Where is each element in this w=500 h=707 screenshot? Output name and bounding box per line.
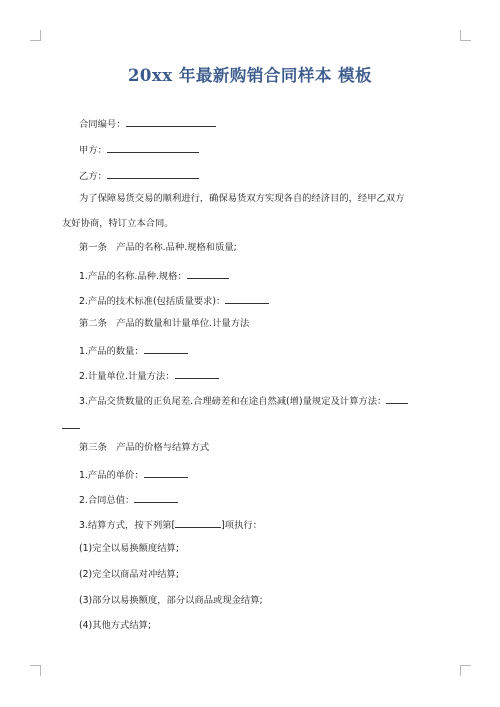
article-3-item-1-blank xyxy=(144,467,188,478)
document-title: 20xx 年最新购销合同样本 模板 xyxy=(127,66,373,85)
article-3-item-2-label: 2.合同总值： xyxy=(79,495,135,506)
article-3-item-2-blank xyxy=(134,492,178,503)
contract-number-blank xyxy=(126,116,216,127)
page-corner-mark-bottom-left xyxy=(30,665,41,676)
settlement-option-2: (2)完全以商品对冲结算; xyxy=(79,569,179,580)
article-2-item-1-label: 1.产品的数量： xyxy=(79,346,144,357)
article-1-heading: 第一条 产品的名称.品种.规格和质量; xyxy=(79,242,237,253)
article-3-item-3-blank xyxy=(175,517,221,528)
article-2-item-2-blank xyxy=(175,368,219,379)
article-2-item-2-label: 2.计量单位.计量方法： xyxy=(79,371,175,382)
article-2-item-3-label: 3.产品交货数量的正负尾差.合理磅差和在途自然减(增)量规定及计算方法： xyxy=(79,396,387,407)
intro-paragraph-line-2: 友好协商，特订立本合同。 xyxy=(62,218,174,229)
article-1-item-2-label: 2.产品的技术标准(包括质量要求)： xyxy=(79,296,226,307)
page-corner-mark-top-right xyxy=(460,30,471,41)
article-1-item-1-label: 1.产品的名称.品种.规格： xyxy=(79,271,187,282)
contract-number-line xyxy=(79,116,216,131)
contract-number-label: 合同编号： xyxy=(79,119,126,130)
party-b-line xyxy=(79,168,199,183)
article-1-item-2 xyxy=(79,293,269,308)
article-3-item-3 xyxy=(79,517,262,532)
party-a-label: 甲方： xyxy=(79,145,107,156)
article-3-item-1-label: 1.产品的单价： xyxy=(79,470,144,481)
settlement-option-3: (3)部分以易换额度，部分以商品或现金结算; xyxy=(79,595,263,606)
party-a-blank xyxy=(107,142,199,153)
article-3-item-1 xyxy=(79,467,188,482)
article-2-item-3-blank-continued xyxy=(62,418,80,429)
article-1-item-1-blank xyxy=(187,268,229,279)
page-corner-mark-bottom-right xyxy=(460,665,471,676)
article-2-item-1-blank xyxy=(144,343,188,354)
article-2-item-3-continued xyxy=(62,418,80,433)
article-2-item-3-blank xyxy=(386,393,408,404)
article-3-heading: 第三条 产品的价格与结算方式 xyxy=(79,442,210,453)
party-b-blank xyxy=(107,168,199,179)
page-corner-mark-top-left xyxy=(30,30,41,41)
article-2-item-3 xyxy=(79,393,408,408)
party-b-label: 乙方： xyxy=(79,171,107,182)
article-2-heading: 第二条 产品的数量和计量单位.计量方法 xyxy=(79,318,250,329)
party-a-line xyxy=(79,142,199,157)
article-2-item-1 xyxy=(79,343,188,358)
settlement-option-1: (1)完全以易换额度结算; xyxy=(79,543,179,554)
intro-paragraph-line-1: 为了保障易货交易的顺利进行，确保易货双方实现各自的经济目的，经甲乙双方 xyxy=(79,193,405,204)
article-3-item-3-label-pre: 3.结算方式，按下列第[ xyxy=(79,520,176,531)
article-1-item-2-blank xyxy=(225,293,269,304)
article-2-item-2 xyxy=(79,368,219,383)
article-3-item-3-label-post: ]项执行： xyxy=(221,520,262,531)
settlement-option-4: (4)其他方式结算; xyxy=(79,620,152,631)
article-3-item-2 xyxy=(79,492,178,507)
article-1-item-1 xyxy=(79,268,229,283)
